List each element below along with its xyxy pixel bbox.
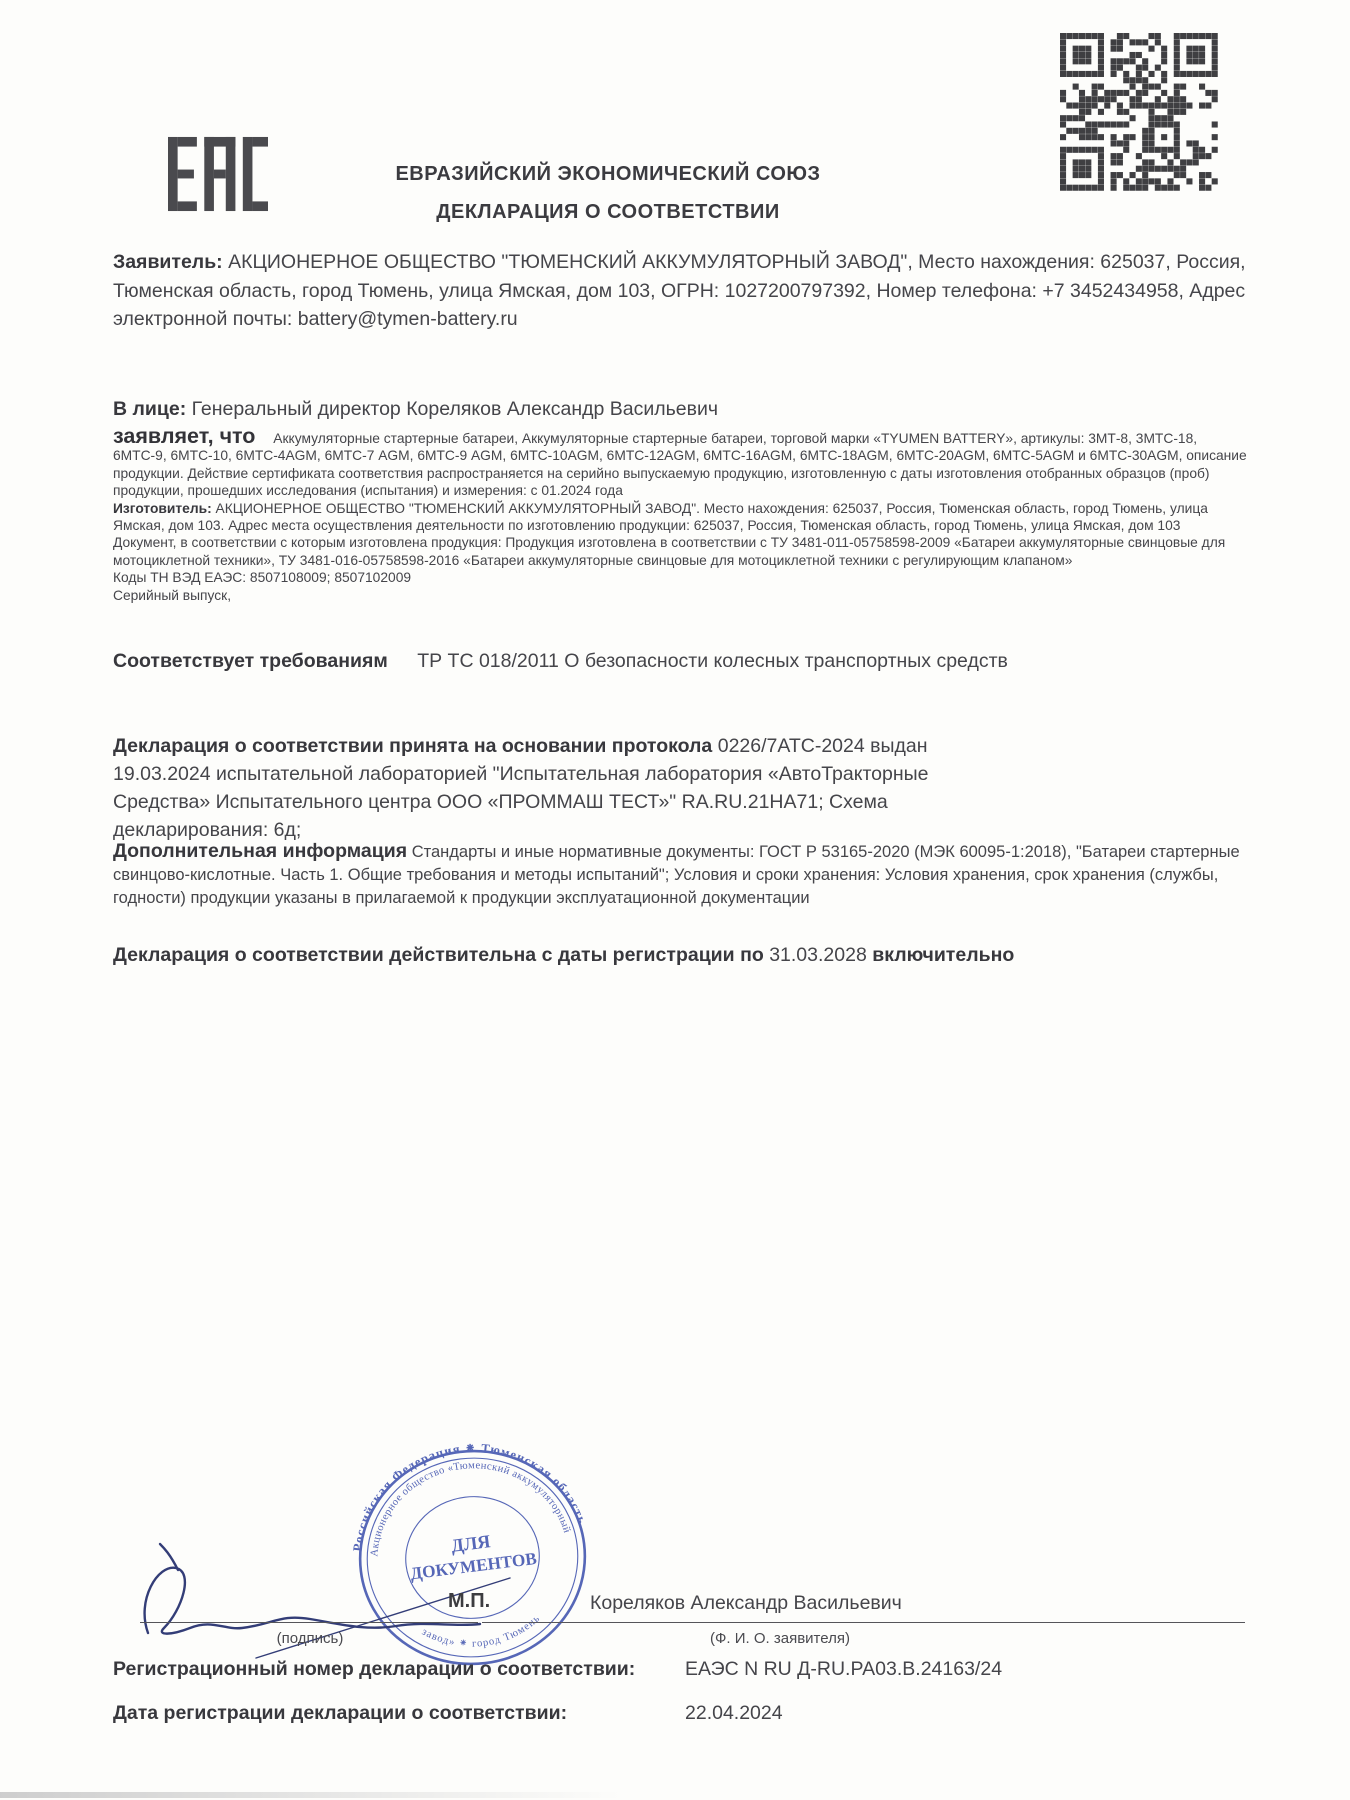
stamp-center-line2: ДОКУМЕНТОВ	[409, 1548, 538, 1584]
manufacturer-label: Изготовитель:	[113, 500, 212, 516]
serial-issue: Серийный выпуск,	[113, 587, 232, 603]
applicant-fio: Кореляков Александр Васильевич	[590, 1592, 902, 1614]
in-person-text: Генеральный директор Кореляков Александр Васильевич	[191, 398, 719, 420]
registration-date-label: Дата регистрации декларации о соответствии:	[113, 1702, 568, 1724]
signature-caption: (подпись)	[276, 1630, 344, 1647]
in-person-label: В лице:	[113, 398, 187, 420]
registration-number-value: ЕАЭС N RU Д-RU.РА03.В.24163/24	[685, 1658, 1003, 1680]
basis-text: 0226/7АТС-2024 выдан 19.03.2024 испытательной лабораторией "Испытательная лаборатория «АвтоТракторные Средства» Испытательного центра ООО «ПРОММАШ ТЕСТ»" RA.RU.21НА71; Схема декларирования: 6д;	[113, 735, 929, 841]
applicant-text: АКЦИОНЕРНОЕ ОБЩЕСТВО "ТЮМЕНСКИЙ АККУМУЛЯТОРНЫЙ ЗАВОД", Место нахождения: 625037, Россия, Тюменская область, город Тюмень, улица Ямская, дом 103, ОГРН: 1027200797392, Номер телефона: +7 3452434958, Адрес электронной почты: battery@tymen-battery.ru	[113, 251, 1246, 330]
basis-label: Декларация о соответствии принята на основании протокола	[113, 735, 713, 757]
additional-info-section	[113, 840, 1250, 910]
stamp-place-note: М.П.	[448, 1590, 491, 1612]
validity-suffix: включительно	[872, 944, 1015, 966]
additional-info-text: Стандарты и иные нормативные документы: ГОСТ Р 53165-2020 (МЭК 60095-1:2018), "Батареи стартерные свинцово-кислотные. Часть 1. Общие требования и методы испытаний"; Условия и сроки хранения: Условия хранения, срок хранения (службы, годности) продукции указаны в прилагаемой к продукции эксплуатационной документации	[113, 843, 1240, 907]
stamp-arc-inner-top-text: Акционерное общество «Тюменский аккумуляторный	[369, 1460, 573, 1557]
additional-info-label: Дополнительная информация	[113, 840, 408, 862]
registration-date-row	[113, 1700, 1250, 1726]
applicant-section	[113, 248, 1248, 334]
stamp-arc-inner-bottom-text: завод» ⁕ город Тюмень	[419, 1612, 543, 1650]
declares-text: Аккумуляторные стартерные батареи, Аккумуляторные стартерные батареи, торговой марки «TYUMEN BATTERY», артикулы: 3МТ-8, 3МТС-18, 6МТС-9, 6МТС-10, 6МТС-4AGM, 6МТС-7 AGM, 6МТС-9 AGM, 6МТС-10AGM, 6МТС-12AGM, 6МТС-16AGM, 6МТС-18AGM, 6МТС-20AGM, 6МТС-5AGM и 6МТС-30AGM, описание продукции. Действие сертификата соответствия распространяется на серийно выпускаемую продукцию, изготовленную с даты изготовления отобранных образцов (проб) продукции, прошедших исследования (испытания) и измерения: с 01.2024 года	[113, 431, 1247, 499]
union-title: ЕВРАЗИЙСКИЙ ЭКОНОМИЧЕСКИЙ СОЮЗ	[395, 163, 821, 185]
stamp-center-line1: ДЛЯ	[450, 1531, 492, 1556]
basis-section	[113, 732, 1013, 844]
declaration-details	[113, 424, 1250, 604]
stamp-arc-top-text: Российская Федерация ⁕ Тюменская область	[350, 1440, 590, 1553]
complies-text: ТР ТС 018/2011 О безопасности колесных транспортных средств	[417, 650, 1008, 672]
product-document-paragraph: Документ, в соответствии с которым изготовлена продукция: Продукция изготовлена в соответствии с ТУ 3481-011-05758598-2009 «Батареи аккумуляторные свинцовые для мотоциклетной техники», ТУ 3481-016-05758598-2016 «Батареи аккумуляторные свинцовые для мотоциклетной техники с регулирующим клапаном»	[113, 535, 1226, 568]
page-title: ДЕКЛАРАЦИЯ О СООТВЕТСТВИИ	[436, 201, 780, 223]
document-header	[113, 163, 1103, 224]
declares-label: заявляет, что	[113, 424, 256, 448]
tnved-codes: Коды ТН ВЭД ЕАЭС: 8507108009; 8507102009	[113, 570, 412, 586]
validity-section	[113, 940, 1033, 971]
complies-label: Соответствует требованиям	[113, 650, 388, 672]
validity-date: 31.03.2028	[769, 944, 867, 966]
complies-section	[113, 648, 1250, 674]
manufacturer-paragraph	[113, 500, 1250, 535]
registration-date-value: 22.04.2024	[685, 1702, 783, 1724]
validity-label: Декларация о соответствии действительна с даты регистрации по	[113, 944, 764, 966]
fio-caption: (Ф. И. О. заявителя)	[710, 1630, 850, 1647]
applicant-label: Заявитель:	[113, 251, 223, 273]
scan-shadow-edge	[0, 1792, 621, 1798]
in-person-section	[113, 396, 1248, 423]
declares-paragraph	[113, 424, 1250, 500]
manufacturer-text: АКЦИОНЕРНОЕ ОБЩЕСТВО "ТЮМЕНСКИЙ АККУМУЛЯТОРНЫЙ ЗАВОД". Место нахождения: 625037, Россия, Тюменская область, город Тюмень, улица Ямская, дом 103. Адрес места осуществления деятельности по изготовлению продукции: 625037, Россия, Тюменская область, город Тюмень, улица Ямская, дом 103	[113, 500, 1208, 534]
registration-number-row	[113, 1656, 1250, 1682]
registration-number-label: Регистрационный номер декларации о соответствии:	[113, 1658, 636, 1680]
signature-line	[140, 1622, 478, 1623]
fio-line	[482, 1622, 1245, 1623]
